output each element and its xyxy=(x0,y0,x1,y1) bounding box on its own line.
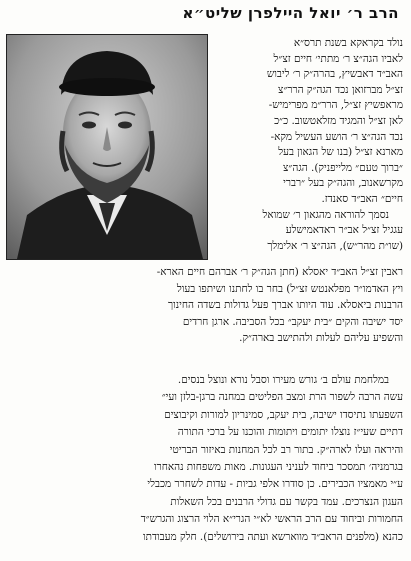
text-line: דתיים שעי״ז נוצלו יתומים ויתומות והוכנו על ברכי התורה xyxy=(177,426,403,439)
text-line: זצ״ל מברזואן נכד הגה״ק הרר״צ xyxy=(278,83,403,96)
text-line: ראבין זצ״ל האב״ד יאסלא (חתן הגה״ק ר׳ אברהם חיים הארא- xyxy=(156,266,403,278)
text-line: הרבנות ביאסלא. עוד היותו אברך פעל גדולות בשדה החינוך xyxy=(168,299,403,312)
text-line: במלחמת עולם ב׳ גורש מעירו וסבל נורא ונוצל בנסים. xyxy=(177,374,389,386)
text-line: והיראה ועלו לארה״ק. בתור רב לכל המחנות באיזור הבריטי xyxy=(169,443,403,456)
text-line: לאביו הגה״צ ר׳ מתתי׳ חיים זצ״ל xyxy=(273,52,403,65)
text-line: ויץ האדמו״ר מפלאנטש זצ״ל) בחר בו לחתנו ושיתפו בעול xyxy=(176,282,403,295)
text-line: יסד ישיבה והקים ״בית יעקב״ בכל הסביבה. ארגן חרדים xyxy=(182,315,403,328)
text-line: מקרשאנוב, והגה״ק בעל ״רברי xyxy=(283,177,403,190)
text-line: ע״י מאמציו הכבירים. כן סודרו אלפי גביות - עדות לשחרר מכבלי xyxy=(147,478,403,491)
text-line: החמורות וביחוד עם הרב הראשי לא״י הגרי״א הלוי הרצוג והגרש״ד xyxy=(140,513,403,526)
portrait-photo xyxy=(6,34,208,260)
text-line: (שו״ת מהר״ש), הגה״צ ר׳ אלימלך xyxy=(267,239,403,252)
text-line: נכד הגה״צ ר׳ הושע העשיל מקא- xyxy=(270,130,403,143)
column-paragraph xyxy=(213,36,403,254)
text-line: ״ברוך טעם״ מלייפניק). הגה״צ xyxy=(282,161,403,174)
text-line: חיים״ האב״ד סאנדז. xyxy=(321,192,403,205)
paragraph-2 xyxy=(8,264,403,347)
paragraph-3 xyxy=(8,372,403,546)
text-line: בגרמניה׳ תמסכר ביחוד לעניני העגונות. מאות משפחות נהאחרו xyxy=(154,461,403,474)
text-line: השפעתו נתיסדו ישיבה, בית יעקב, סמינריון למורות וקיבוצים xyxy=(164,408,403,421)
text-line: האב״ד דאבשיץ, בהרה״ק ר׳ ליבוש xyxy=(266,68,403,81)
text-line: נולד בקראקא בשנת תרס״א xyxy=(293,37,403,49)
text-line: מראפשיץ זצ״ל, הרר״מ מפרימיש- xyxy=(268,99,403,112)
text-line: נסמך להוראה מהגאון ר׳ שמואל xyxy=(262,208,389,221)
text-line: והשפיע עליהם לעלות ולהתישב בארה״ק. xyxy=(239,332,403,345)
page-title: הרב ר׳ יואל היילפרן שליט״א xyxy=(182,4,399,22)
text-line: עשה הרבה לשפור הרת ומצב הפליטים במחנה ברגן-בלזן ועי״ xyxy=(161,391,403,404)
text-line: מארנא זצ״ל (בנו של הגאון בעל xyxy=(278,146,403,159)
text-line: כהנא (מלפנים הראב״ד מווארשא ועתה בירושלים). חלק מעבודתו xyxy=(143,530,403,543)
text-line: לאן זצ״ל והמגיד מזלאטשוב. כ״כ xyxy=(274,114,403,127)
text-line: עגגיל זצ״ל אב״ר ראדאמישלע xyxy=(285,224,403,237)
text-line: העגון הנצרכים. עמד בקשר עם גדולי הרבנים בכל השאלות xyxy=(170,495,403,508)
